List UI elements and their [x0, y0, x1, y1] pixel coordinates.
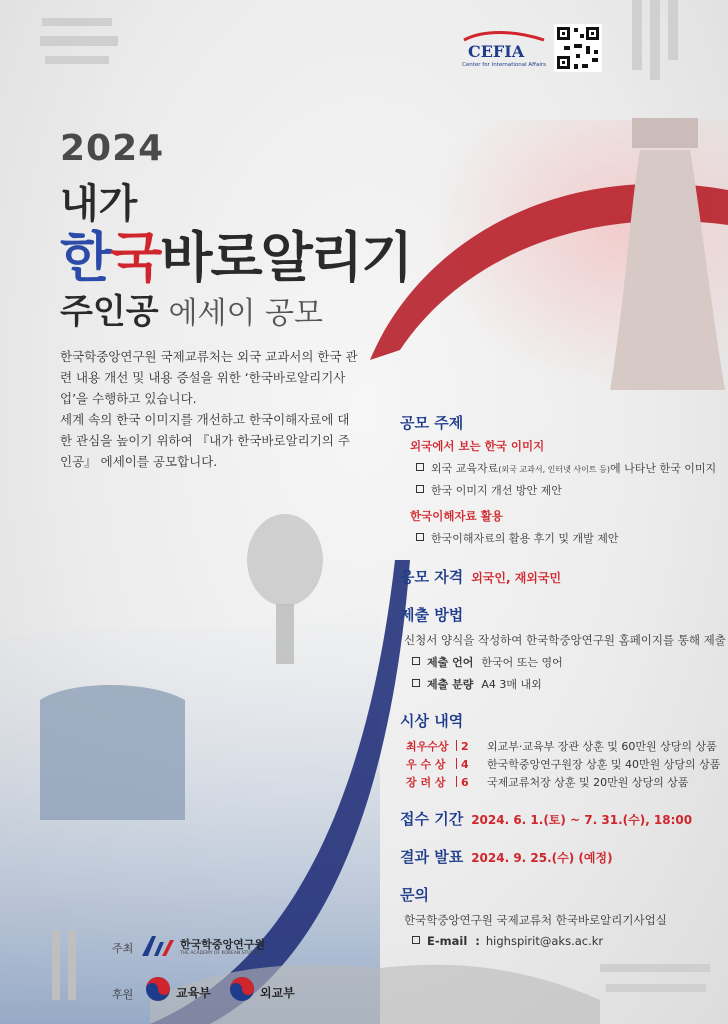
observatory-top: [632, 118, 698, 148]
award-row: [406, 774, 689, 790]
award-divider: [456, 740, 457, 751]
title-line-3-suffix: 에세이 공모: [168, 296, 323, 331]
intro-text: [60, 346, 360, 472]
brush-mark: [45, 56, 109, 64]
award-desc: 한국학중앙연구원장 상훈 및 40만원 상당의 상품: [487, 758, 721, 771]
contact-email-label: E-mail: [427, 934, 468, 948]
theme-item: [416, 530, 619, 546]
host-org: 한국학중앙연구원: [180, 938, 266, 951]
award-name: 장 려 상: [406, 776, 446, 789]
poster-year: 2024: [60, 128, 165, 169]
theme-item-note: (외국 교과서, 인터넷 사이트 등): [498, 465, 610, 474]
checkbox-bullet-icon: [416, 463, 424, 471]
award-row: [406, 738, 717, 754]
period-value: 2024. 6. 1.(토) ~ 7. 31.(수), 18:00: [471, 813, 693, 827]
theme-item-text: 한국 이미지 개선 방안 제안: [431, 484, 562, 497]
period-heading: 접수 기간: [400, 810, 464, 828]
theme-heading: 공모 주제: [400, 414, 464, 432]
submission-heading: 제출 방법: [400, 606, 464, 624]
submission-length: [412, 676, 542, 692]
award-count: 6: [461, 776, 469, 789]
contact-email: [412, 934, 603, 948]
title-line-2-rest: 바로알리기: [160, 226, 412, 289]
eligibility-section: [400, 566, 561, 587]
checkbox-bullet-icon: [412, 679, 420, 687]
contact-heading: 문의: [400, 886, 429, 904]
brush-mark: [68, 930, 76, 1000]
theme-item: [416, 482, 562, 498]
theme-item: [416, 460, 716, 476]
checkbox-bullet-icon: [416, 533, 424, 541]
award-count: 2: [461, 740, 469, 753]
award-desc: 외교부·교육부 장관 상훈 및 60만원 상당의 상품: [487, 740, 717, 753]
sponsor-label: 후원: [112, 988, 134, 1001]
taegeuk-icon: [144, 975, 172, 1003]
checkbox-bullet-icon: [412, 936, 420, 944]
sponsor-moe: 교육부: [176, 986, 211, 1000]
aks-logo-icon: [140, 934, 176, 958]
title-char-red: 국: [110, 226, 161, 289]
submission-length-value: A4 3매 내외: [481, 678, 542, 691]
contact-email-value[interactable]: highspirit@aks.ac.kr: [485, 934, 604, 948]
title-char-blue: 한: [60, 226, 111, 289]
qr-code[interactable]: [554, 24, 602, 72]
theme-sub-2: 한국이해자료 활용: [410, 509, 503, 523]
title-line-3: [60, 284, 323, 333]
submission-language: [412, 654, 563, 670]
result-heading: 결과 발표: [400, 848, 464, 866]
awards-heading: 시상 내역: [400, 712, 464, 730]
brush-mark: [650, 0, 660, 80]
result-value: 2024. 9. 25.(수) (예정): [471, 851, 613, 865]
brush-mark: [600, 964, 710, 972]
sponsor-mofa: 외교부: [260, 986, 295, 1000]
submission-desc: 신청서 양식을 작성하여 한국학중앙연구원 홈페이지를 통해 제출: [404, 633, 726, 647]
theme-item-text: 에 나타난 한국 이미지: [609, 462, 717, 475]
theme-item-text: 외국 교육자료: [431, 462, 499, 475]
result-section: [400, 846, 613, 867]
award-row: [406, 756, 720, 772]
cefia-logo-subtitle: Center for International Affairs: [462, 62, 546, 68]
host-org-en: THE ACADEMY OF KOREAN STUDIES: [180, 951, 262, 956]
cefia-logo-text: CEFIA: [468, 42, 525, 61]
incense-burner-stand: [276, 604, 294, 664]
award-name: 최우수상: [406, 740, 449, 753]
brush-mark: [40, 36, 118, 46]
eligibility-heading: 응모 자격: [400, 568, 464, 586]
title-line-3-main: 주인공: [60, 292, 159, 332]
intro-paragraph: 세계 속의 한국 이미지를 개선하고 한국이해자료에 대한 관심을 높이기 위하여 『내가 한국바로알리기의 주인공』 에세이를 공모합니다.: [60, 412, 350, 469]
taegeuk-icon: [228, 975, 256, 1003]
checkbox-bullet-icon: [416, 485, 424, 493]
brush-mark: [668, 0, 678, 60]
theme-item-text: 한국이해자료의 활용 후기 및 개발 제안: [431, 532, 619, 545]
title-line-1: 내가: [60, 181, 138, 227]
checkbox-bullet-icon: [412, 657, 420, 665]
submission-length-label: 제출 분량: [427, 678, 474, 691]
brush-mark: [42, 18, 112, 26]
intro-paragraph: 한국학중앙연구원 국제교류처는 외국 교과서의 한국 관련 내용 개선 및 내용 증설을 위한 ‘한국바로알리기사업’을 수행하고 있습니다.: [60, 349, 358, 406]
brush-mark: [606, 984, 706, 992]
brush-mark: [52, 930, 60, 1000]
contact-email-separator: :: [475, 934, 480, 948]
award-divider: [456, 776, 457, 787]
award-desc: 국제교류처장 상훈 및 20만원 상당의 상품: [487, 776, 689, 789]
contact-dept: 한국학중앙연구원 국제교류처 한국바로알리기사업실: [404, 913, 667, 927]
brush-mark: [632, 0, 642, 70]
award-count: 4: [461, 758, 469, 771]
eligibility-value: 외국인, 재외국민: [471, 571, 562, 585]
submission-language-value: 한국어 또는 영어: [481, 656, 563, 669]
theme-sub-1: 외국에서 보는 한국 이미지: [410, 439, 545, 453]
award-divider: [456, 758, 457, 769]
period-section: [400, 808, 692, 829]
incense-burner: [247, 514, 323, 606]
award-name: 우 수 상: [406, 758, 446, 771]
fortress: [40, 685, 185, 820]
host-label: 주최: [112, 942, 134, 955]
title-line-2: [60, 215, 411, 292]
submission-language-label: 제출 언어: [427, 656, 474, 669]
